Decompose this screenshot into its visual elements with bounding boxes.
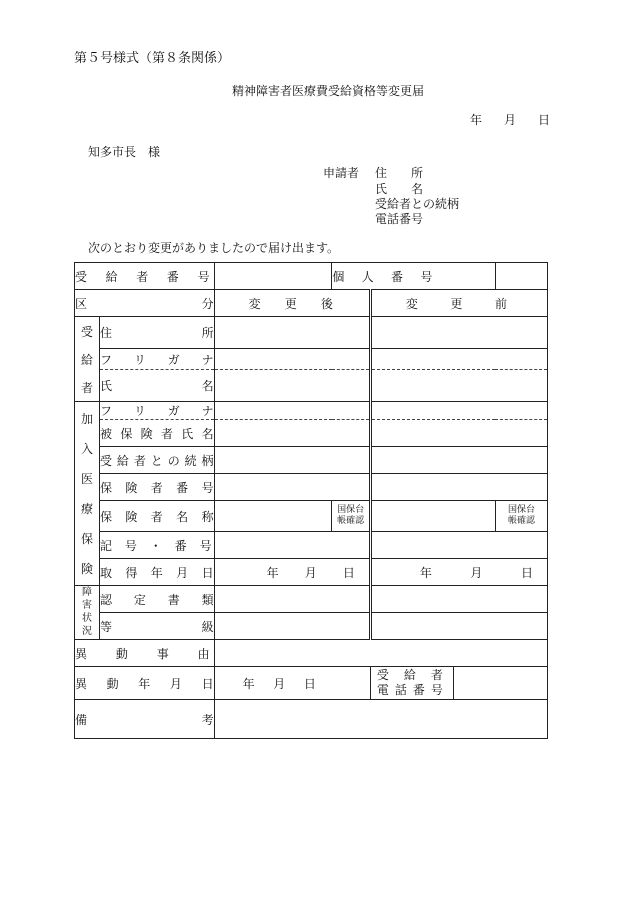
certificate-type-before-field[interactable] (370, 586, 547, 613)
name-label: 氏 名 (100, 370, 215, 402)
insured-furigana-before-field[interactable] (370, 402, 547, 420)
address-before-field[interactable] (370, 317, 547, 349)
insured-furigana-after-field[interactable] (214, 402, 370, 420)
change-reason-field[interactable] (214, 640, 547, 667)
acq-before-year: 年 (419, 565, 432, 580)
acq-before-day: 日 (520, 565, 533, 580)
certificate-type-label: 認 定 書 類 (100, 586, 215, 613)
group-insurance-label: 加 入 医 療 保 険 (75, 402, 100, 586)
intro-text: 次のとおり変更がありましたので届け出ます。 (88, 241, 340, 255)
insured-furigana-label: フ リ ガ ナ (100, 402, 215, 420)
change-year: 年 (242, 676, 255, 691)
insurer-number-after-field[interactable] (214, 474, 370, 501)
applicant-address-label: 住 所 (375, 166, 424, 180)
recipient-phone-block (370, 667, 547, 700)
furigana-label: フ リ ガ ナ (100, 348, 215, 369)
recipient-number-field[interactable] (214, 263, 332, 290)
address-label: 住 所 (100, 317, 215, 349)
recipient-phone-label: 受 給 者 電 話 番 号 (371, 667, 454, 699)
recipient-number-label: 受 給 者 番 号 (75, 263, 215, 290)
furigana-before-field[interactable] (370, 348, 547, 369)
acquisition-date-after-field[interactable] (214, 559, 370, 586)
furigana-after-field[interactable] (214, 348, 370, 369)
date-month-label: 月 (503, 113, 516, 127)
insurer-name-label: 保 険 者 名 称 (100, 501, 215, 532)
recipient-phone-field[interactable] (454, 667, 547, 699)
change-date-field[interactable] (214, 667, 370, 700)
relationship-before-field[interactable] (370, 447, 547, 474)
insurer-name-before-field[interactable] (370, 501, 495, 532)
acq-before-month: 月 (470, 565, 483, 580)
applicant-label: 申請者 (323, 166, 360, 180)
grade-label: 等 級 (100, 613, 215, 640)
acquisition-date-before-field[interactable] (370, 559, 547, 586)
insurer-number-before-field[interactable] (370, 474, 547, 501)
name-before-field[interactable] (370, 370, 547, 402)
individual-number-field[interactable] (495, 263, 547, 290)
address-after-field[interactable] (214, 317, 370, 349)
insured-name-label: 被 保 険 者 氏 名 (100, 420, 215, 447)
applicant-relationship-label: 受給者との続柄 (375, 197, 460, 211)
certificate-type-after-field[interactable] (214, 586, 370, 613)
symbol-number-after-field[interactable] (214, 532, 370, 559)
symbol-number-label: 記 号 ・ 番 号 (100, 532, 215, 559)
kokuho-confirm-before[interactable]: 国保台 帳確認 (495, 501, 547, 532)
insured-name-before-field[interactable] (370, 420, 547, 447)
insurer-name-after-field[interactable] (214, 501, 332, 532)
grade-before-field[interactable] (370, 613, 547, 640)
date-line (470, 113, 550, 127)
name-after-field[interactable] (214, 370, 370, 402)
change-form-table (74, 262, 548, 739)
after-header: 変 更 後 (214, 290, 370, 317)
category-header: 区 分 (75, 290, 215, 317)
applicant-phone-label: 電話番号 (375, 212, 424, 226)
acquisition-date-label: 取 得 年 月 日 (100, 559, 215, 586)
individual-number-label: 個 人 番 号 (332, 263, 496, 290)
group-disability-label: 障 害 状 況 (75, 586, 100, 640)
relationship-after-field[interactable] (214, 447, 370, 474)
date-day-label: 日 (537, 113, 550, 127)
group-recipient-label: 受 給 者 (75, 317, 100, 402)
change-month: 月 (273, 676, 286, 691)
change-date-label: 異 動 年 月 日 (75, 667, 215, 700)
acq-after-month: 月 (304, 565, 317, 580)
acq-after-day: 日 (342, 565, 355, 580)
kokuho-confirm-after[interactable]: 国保台 帳確認 (332, 501, 371, 532)
symbol-number-before-field[interactable] (370, 532, 547, 559)
change-day: 日 (303, 676, 316, 691)
before-header: 変 更 前 (370, 290, 547, 317)
relationship-label: 受 給 者 と の 続 柄 (100, 447, 215, 474)
applicant-name-label: 氏 名 (375, 182, 424, 196)
insured-name-after-field[interactable] (214, 420, 370, 447)
addressee: 知多市長 様 (88, 145, 161, 159)
acq-after-year: 年 (266, 565, 279, 580)
date-year-label: 年 (470, 113, 483, 127)
form-title: 精神障害者医療費受給資格等変更届 (232, 84, 425, 98)
remarks-field[interactable] (214, 700, 547, 739)
form-number: 第５号様式（第８条関係） (74, 51, 231, 66)
remarks-label: 備 考 (75, 700, 215, 739)
change-reason-label: 異 動 事 由 (75, 640, 215, 667)
grade-after-field[interactable] (214, 613, 370, 640)
insurer-number-label: 保 険 者 番 号 (100, 474, 215, 501)
